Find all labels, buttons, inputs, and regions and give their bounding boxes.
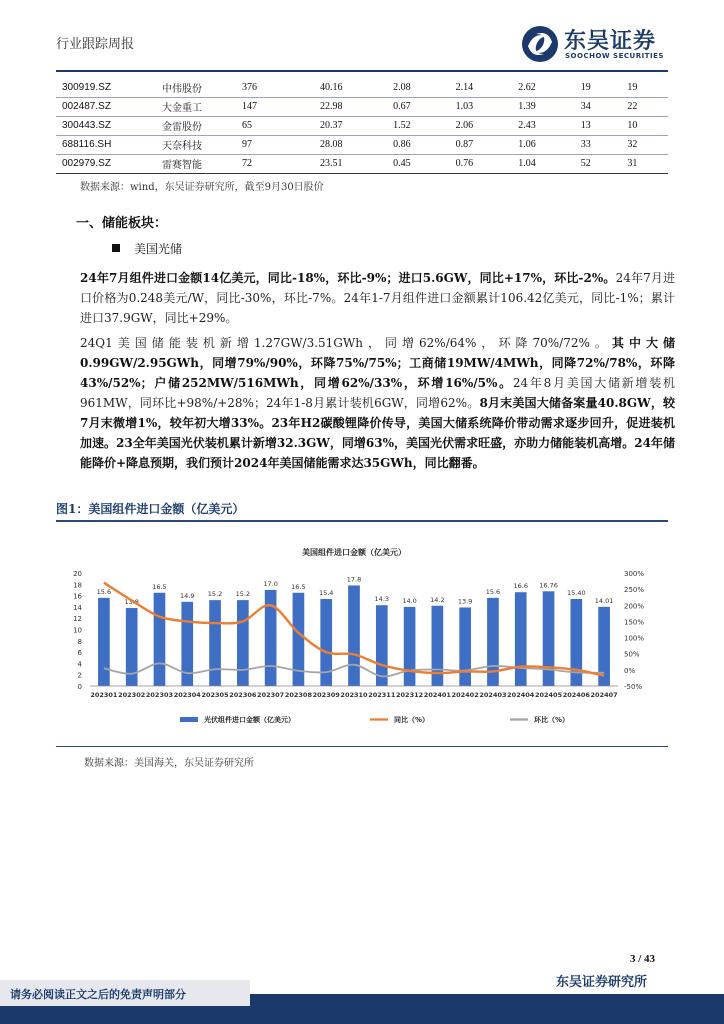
bullet-square-icon (112, 244, 120, 252)
bar (376, 605, 388, 686)
x-tick-label: 202306 (229, 691, 257, 699)
bar-data-label: 15.2 (235, 590, 251, 599)
y-left-tick-label: 0 (77, 683, 82, 691)
x-tick-label: 202301 (90, 691, 118, 699)
y-left-tick-label: 6 (77, 649, 82, 658)
figure-top-rule (56, 520, 668, 522)
y-left-tick-label: 4 (77, 660, 82, 669)
table-cell-name: 中伟股份 (156, 78, 236, 97)
table-cell-name: 金雷股份 (156, 116, 236, 135)
para2-bold-1: 其中大储0.99GW/2.95GWh，同增79%/90%，环降75%/75%；工商储19MW/4MWh，同降72%/78%，环降43%/52%；户储252MW/516MWh，同增62%/33%，环增16%/5%。 (80, 336, 675, 390)
x-tick-label: 202305 (201, 691, 229, 699)
table-cell-c8: 19 (575, 78, 622, 97)
logo-icon (520, 24, 560, 64)
y-right-tick-label: -50% (624, 683, 643, 691)
table-cell-c5: 0.67 (387, 97, 450, 116)
table-cell-code: 300919.SZ (56, 78, 156, 97)
table-cell-c4: 20.37 (314, 116, 387, 135)
x-tick-label: 202402 (451, 691, 479, 699)
header-rule (56, 70, 668, 72)
para2-text-2: 24年8月美国大储新增装机961MW，同环比+98%/+28%；24年1-8月累计装机6GW，同增62%。 (80, 376, 675, 410)
table-cell-c9: 31 (621, 154, 668, 173)
table-cell-c4: 40.16 (314, 78, 387, 97)
bar-data-label: 17.0 (263, 579, 278, 588)
table-cell-c7: 1.04 (512, 154, 575, 173)
para1-bold: 24年7月组件进口金额14亿美元，同比-18%，环比-9%；进口5.6GW，同比+17%，环比-2%。 (80, 271, 616, 285)
para1-text: 24年7月进口价格为0.248美元/W，同比-30%，环比-7%。24年1-7月组件进口金额累计106.42亿美元，同比-1%；累计进口37.9GW，同比+29%。 (80, 271, 675, 325)
y-left-tick-label: 2 (77, 671, 82, 680)
stock-valuation-table (56, 78, 668, 174)
x-tick-label: 202302 (118, 691, 146, 699)
bar-data-label: 15.6 (96, 587, 112, 596)
bullet-item (112, 240, 182, 257)
bar (237, 600, 249, 686)
table-cell-c6: 2.14 (450, 78, 513, 97)
table-cell-c9: 10 (621, 116, 668, 135)
table-cell-c3: 97 (236, 135, 314, 154)
legend-swatch-bar (180, 717, 198, 722)
table-cell-c4: 22.98 (314, 97, 387, 116)
y-left-tick-label: 10 (73, 626, 82, 635)
bar (543, 591, 555, 686)
table-cell-c8: 34 (575, 97, 622, 116)
footer-org-name: 东吴证券研究所 (556, 975, 648, 990)
bar-data-label: 17.8 (346, 575, 362, 584)
x-tick-label: 202307 (257, 691, 285, 699)
x-tick-label: 202304 (173, 691, 201, 699)
bar (98, 598, 110, 686)
x-tick-label: 202312 (396, 691, 424, 699)
x-tick-label: 202303 (145, 691, 174, 699)
logo-name-en: SOOCHOW SECURITIES (565, 52, 664, 60)
table-cell-code: 002487.SZ (56, 97, 156, 116)
section-heading: 一、储能板块： (76, 216, 168, 231)
table-row (56, 78, 668, 97)
table-row (56, 135, 668, 154)
y-right-tick-label: 200% (624, 602, 645, 611)
y-left-tick-label: 12 (73, 615, 82, 624)
table-cell-code: 002979.SZ (56, 154, 156, 173)
page-number: 3 / 43 (630, 953, 656, 965)
bar-data-label: 16.76 (539, 581, 558, 590)
y-right-tick-label: 150% (624, 618, 645, 627)
table-row (56, 154, 668, 173)
table-cell-c5: 1.52 (387, 116, 450, 135)
figure-caption: 图1：美国组件进口金额（亿美元） (56, 502, 245, 516)
bar (459, 607, 471, 686)
bar-data-label: 13.9 (457, 597, 473, 606)
y-left-tick-label: 16 (73, 592, 82, 601)
table-cell-name: 雷赛智能 (156, 154, 236, 173)
brand-logo (520, 24, 680, 64)
bar (209, 600, 221, 686)
table-cell-c3: 72 (236, 154, 314, 173)
x-tick-label: 202407 (590, 691, 618, 699)
table-cell-code: 688116.SH (56, 135, 156, 154)
y-right-tick-label: 50% (624, 650, 640, 659)
legend-label: 环比（%） (534, 716, 570, 724)
bar-data-label: 15.6 (485, 587, 501, 596)
figure-source-note: 数据来源：美国海关，东吴证券研究所 (84, 758, 254, 769)
table-cell-c5: 0.86 (387, 135, 450, 154)
x-tick-label: 202311 (368, 691, 396, 699)
x-tick-label: 202401 (423, 691, 451, 699)
chart-title: 美国组件进口金额（亿美元） (302, 548, 406, 557)
table-cell-c9: 32 (621, 135, 668, 154)
y-left-tick-label: 18 (73, 581, 82, 590)
table-cell-c5: 0.45 (387, 154, 450, 173)
bar-data-label: 16.6 (513, 582, 528, 591)
bar-data-label: 14.01 (594, 596, 614, 605)
x-tick-label: 202308 (284, 691, 312, 699)
table-cell-c7: 1.39 (512, 97, 575, 116)
y-left-tick-label: 20 (73, 570, 82, 578)
table-cell-c6: 1.03 (450, 97, 513, 116)
bar-data-label: 16.5 (152, 582, 167, 591)
table-row (56, 116, 668, 135)
bar-data-label: 15.2 (207, 590, 223, 599)
bar-data-label: 15.4 (318, 588, 334, 597)
table-cell-c4: 23.51 (314, 154, 387, 173)
x-tick-label: 202403 (479, 691, 507, 699)
bar (515, 592, 527, 686)
table-cell-c3: 65 (236, 116, 314, 135)
bar-data-label: 14.3 (374, 595, 390, 604)
table-cell-c8: 13 (575, 116, 622, 135)
x-tick-label: 202406 (562, 691, 590, 699)
table-source-note: 数据来源：wind，东吴证券研究所，截至9月30日股价 (80, 182, 324, 193)
bar-data-label: 14.2 (430, 595, 445, 604)
y-right-tick-label: 250% (624, 586, 645, 595)
bar-data-label: 14.0 (402, 596, 417, 605)
y-right-tick-label: 0% (624, 666, 636, 675)
legend-label: 光伏组件进口金额（亿美元） (204, 716, 295, 724)
table-cell-c7: 2.62 (512, 78, 575, 97)
table-cell-c7: 1.06 (512, 135, 575, 154)
legend-label: 同比（%） (394, 716, 430, 724)
x-tick-label: 202309 (312, 691, 340, 699)
header-section-label: 行业跟踪周报 (56, 37, 135, 52)
bar (348, 585, 360, 686)
para2-text-1: 24Q1美国储能装机新增1.27GW/3.51GWh，同增62%/64%，环降70%/72%。 (80, 336, 612, 350)
bullet-text: 美国光储 (134, 242, 183, 256)
para2-bold-2: 8月末美国大储备案量40.8GW，较7月末微增1%，较年初大增33%。23年H2碳酸锂降价传导，美国大储系统降价带动需求逐步回升，促进装机加速。23全年美国光伏装机累计新增32.3GW，同增63%，美国光伏需求旺盛，亦助力储能装机高增。24年储能降价+降息预期，我们预计2024年美国储能需求达35GWh，同比翻番。 (80, 396, 676, 470)
bar (154, 593, 166, 686)
y-left-tick-label: 14 (73, 603, 82, 612)
y-right-tick-label: 300% (624, 570, 645, 578)
x-tick-label: 202405 (534, 691, 563, 699)
paragraph-module-imports (80, 268, 675, 328)
bar-data-label: 15.40 (567, 588, 586, 597)
bar (404, 607, 416, 686)
bar-data-label: 14.9 (180, 591, 195, 600)
x-tick-label: 202404 (507, 691, 535, 699)
table-cell-c5: 2.08 (387, 78, 450, 97)
table-cell-c3: 376 (236, 78, 314, 97)
table-cell-c3: 147 (236, 97, 314, 116)
table-cell-c9: 19 (621, 78, 668, 97)
bar-data-label: 16.5 (291, 582, 306, 591)
table-cell-code: 300443.SZ (56, 116, 156, 135)
bar-data-label: 13.8 (124, 598, 139, 607)
table-cell-c9: 22 (621, 97, 668, 116)
table-cell-c6: 0.76 (450, 154, 513, 173)
footer-disclaimer: 请务必阅读正文之后的免责声明部分 (0, 980, 250, 1006)
import-value-chart (60, 535, 664, 740)
table-cell-name: 大金重工 (156, 97, 236, 116)
table-row (56, 97, 668, 116)
table-cell-c4: 28.08 (314, 135, 387, 154)
table-cell-name: 天奈科技 (156, 135, 236, 154)
y-right-tick-label: 100% (624, 634, 645, 643)
table-cell-c8: 33 (575, 135, 622, 154)
paragraph-storage-install (80, 333, 675, 473)
logo-name-cn: 东吴证券 (564, 29, 657, 54)
y-left-tick-label: 8 (77, 637, 82, 646)
table-cell-c6: 2.06 (450, 116, 513, 135)
table-cell-c6: 0.87 (450, 135, 513, 154)
table-cell-c7: 2.43 (512, 116, 575, 135)
figure-bottom-rule (56, 746, 668, 747)
table-cell-c8: 52 (575, 154, 622, 173)
x-tick-label: 202310 (340, 691, 368, 699)
